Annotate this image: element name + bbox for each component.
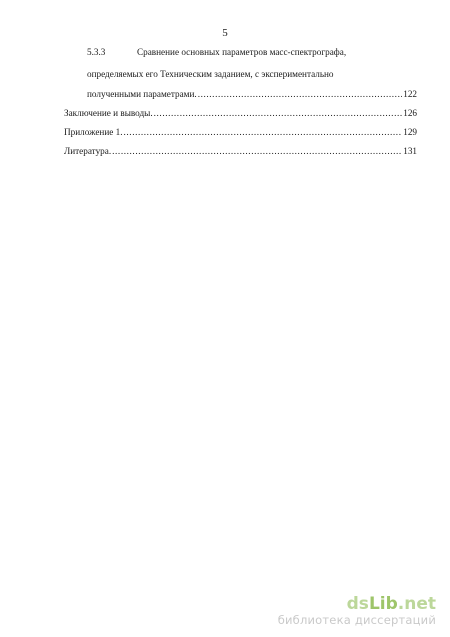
dot-leader [112,145,402,157]
toc-entry-title-line2: определяемых его Техническим заданием, с экспериментально [87,69,334,79]
dslib-watermark [278,595,436,627]
watermark-subtitle: библиотека диссертаций [277,613,436,627]
logo-prefix: ds [346,594,369,614]
toc-entry-title-line1: Сравнение основных параметров масс-спектрографа, [137,47,347,57]
toc-entry-title: Заключение и выводы. [64,108,153,118]
toc-entry-page: 122 [403,89,417,99]
dslib-logo [278,595,436,613]
toc-entry-page: 129 [403,127,417,137]
toc-entry-title: Приложение 1. [64,127,123,137]
toc-entry-title: Литература. [64,146,112,156]
logo-main: Lib [368,594,398,614]
toc-entry-title-text: полученными параметрами. [87,89,197,99]
dot-leader [154,107,403,119]
toc-entry-appendix[interactable] [64,126,417,138]
dot-leader [198,88,403,100]
page-number: 5 [222,27,228,39]
toc-entry-title-line3[interactable] [87,88,417,100]
dot-leader [124,126,403,138]
toc-entry-page: 131 [403,146,417,156]
toc-entry-conclusion[interactable] [64,107,417,119]
toc-entry-page: 126 [403,108,417,118]
toc-entry-533[interactable] [0,46,450,58]
toc-entry-literature[interactable] [64,145,417,157]
logo-suffix: .net [397,594,436,614]
toc-entry-number: 5.3.3 [87,47,106,57]
